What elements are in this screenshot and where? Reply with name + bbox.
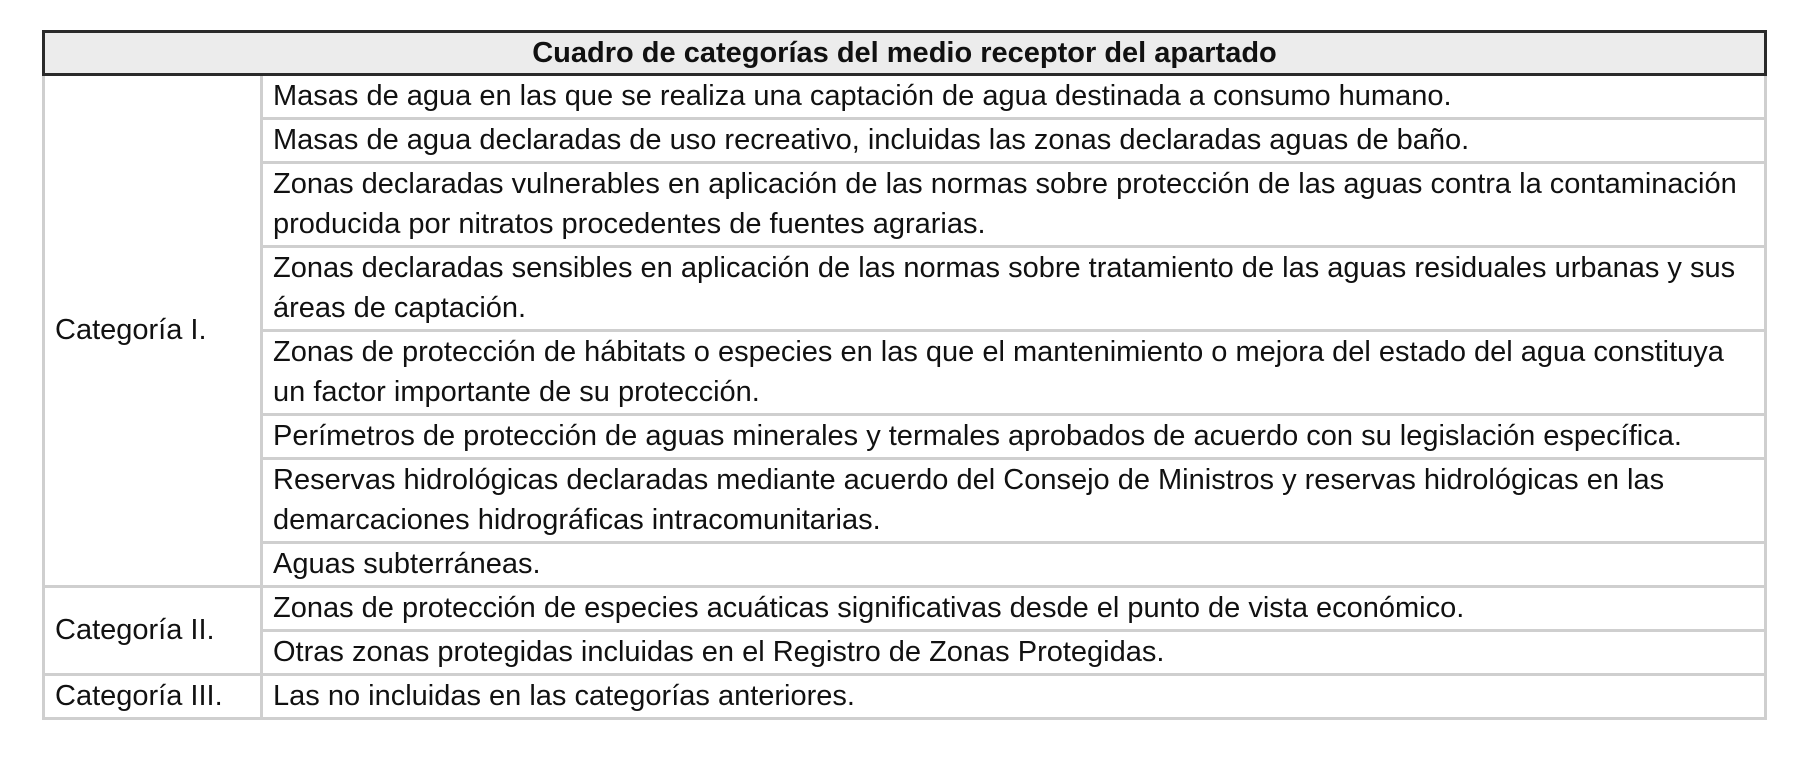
category-item: Zonas declaradas sensibles en aplicación de las normas sobre tratamiento de las aguas residuales urbanas y sus áreas de captación. <box>262 247 1766 331</box>
category-item: Masas de agua en las que se realiza una captación de agua destinada a consumo humano. <box>262 75 1766 119</box>
table-header-row <box>44 32 1766 75</box>
table-row <box>44 675 1766 719</box>
category-item: Masas de agua declaradas de uso recreativo, incluidas las zonas declaradas aguas de baño. <box>262 119 1766 163</box>
category-item: Aguas subterráneas. <box>262 543 1766 587</box>
category-item: Perímetros de protección de aguas minerales y termales aprobados de acuerdo con su legislación específica. <box>262 415 1766 459</box>
table-row <box>44 247 1766 331</box>
category-label: Categoría III. <box>44 675 262 719</box>
table-row <box>44 543 1766 587</box>
table-row <box>44 75 1766 119</box>
category-item: Zonas de protección de especies acuáticas significativas desde el punto de vista económico. <box>262 587 1766 631</box>
table-row <box>44 587 1766 631</box>
table-title: Cuadro de categorías del medio receptor del apartado <box>44 32 1766 75</box>
table-row <box>44 163 1766 247</box>
category-item: Otras zonas protegidas incluidas en el Registro de Zonas Protegidas. <box>262 631 1766 675</box>
table-row <box>44 459 1766 543</box>
table-row <box>44 631 1766 675</box>
table-row <box>44 331 1766 415</box>
table-wrapper <box>42 30 1764 720</box>
categories-table <box>42 30 1767 720</box>
category-label: Categoría II. <box>44 587 262 675</box>
category-item: Zonas de protección de hábitats o especies en las que el mantenimiento o mejora del estado del agua constituya un factor importante de su protección. <box>262 331 1766 415</box>
category-item: Reservas hidrológicas declaradas mediante acuerdo del Consejo de Ministros y reservas hidrológicas en las demarcaciones hidrográficas intracomunitarias. <box>262 459 1766 543</box>
category-item: Zonas declaradas vulnerables en aplicación de las normas sobre protección de las aguas contra la contaminación producida por nitratos procedentes de fuentes agrarias. <box>262 163 1766 247</box>
table-row <box>44 415 1766 459</box>
category-item: Las no incluidas en las categorías anteriores. <box>262 675 1766 719</box>
table-row <box>44 119 1766 163</box>
category-label: Categoría I. <box>44 75 262 587</box>
